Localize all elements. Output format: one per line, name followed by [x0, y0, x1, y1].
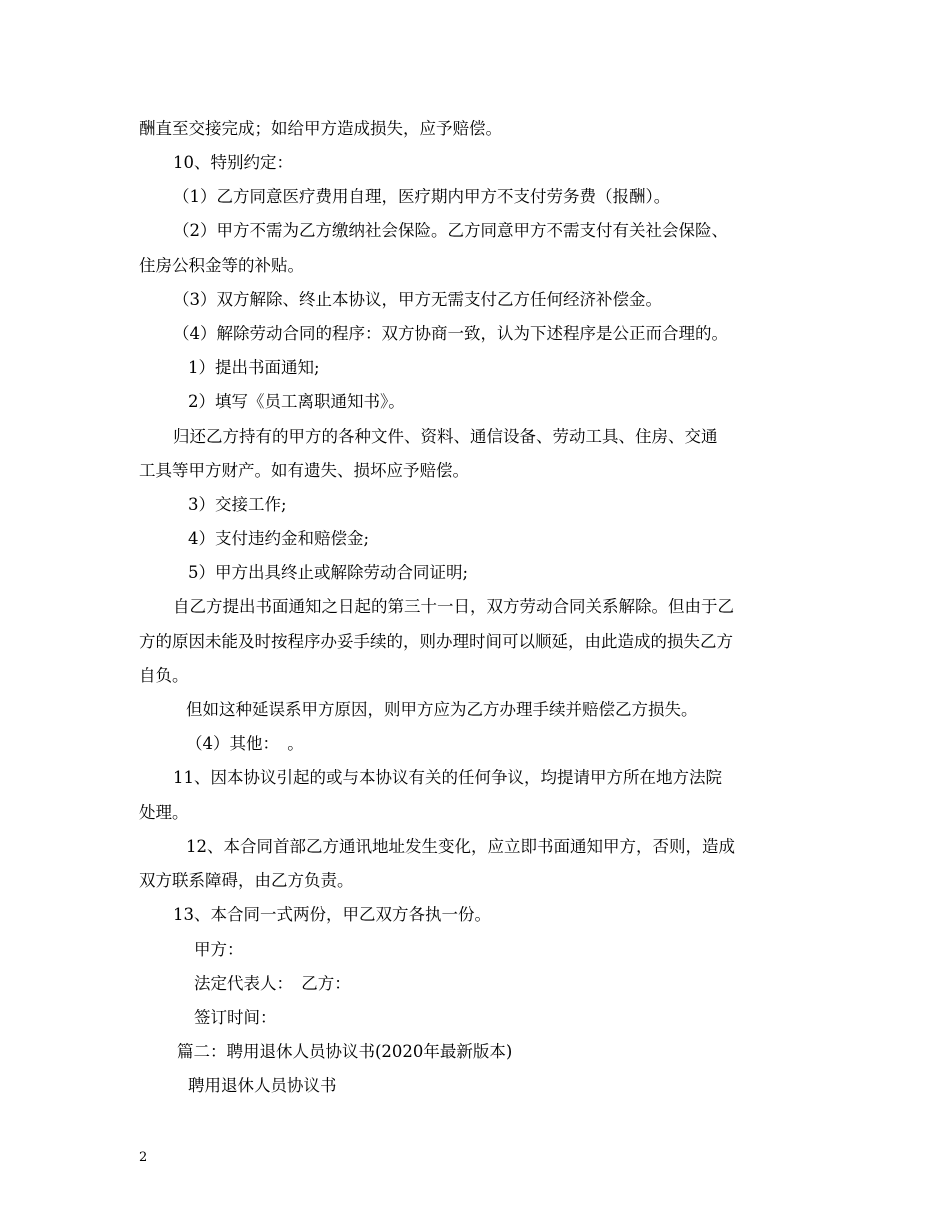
signature-representative: 法定代表人： 乙方： — [194, 974, 351, 993]
text-line: 工具等甲方财产。如有遗失、损坏应予赔偿。 — [139, 461, 469, 480]
text-line: 13、本合同一式两份，甲乙双方各执一份。 — [173, 905, 491, 924]
text-line: 4）支付违约金和赔偿金; — [188, 529, 370, 548]
text-line: 12、本合同首部乙方通讯地址发生变化，应立即书面通知甲方，否则，造成 — [186, 837, 735, 856]
page-number: 2 — [139, 1150, 148, 1165]
text-line: （1）乙方同意医疗费用自理，医疗期内甲方不支付劳务费（报酬）。 — [173, 187, 671, 206]
text-line: 1）提出书面通知; — [188, 358, 320, 377]
text-line: 11、因本协议引起的或与本协议有关的任何争议，均提请甲方所在地方法院 — [173, 768, 722, 787]
text-line: 归还乙方持有的甲方的各种文件、资料、通信设备、劳动工具、住房、交通 — [173, 427, 718, 446]
signature-date: 签订时间： — [194, 1008, 277, 1027]
text-line: 住房公积金等的补贴。 — [139, 256, 304, 275]
text-line: 但如这种延误系甲方原因，则甲方应为乙方办理手续并赔偿乙方损失。 — [186, 700, 698, 719]
chapter-heading: 篇二：聘用退休人员协议书(2020年最新版本) — [177, 1042, 513, 1061]
text-line: 处理。 — [139, 803, 189, 822]
text-line: 双方联系障碍，由乙方负责。 — [139, 871, 354, 890]
text-line: 3）交接工作; — [188, 495, 287, 514]
text-line: （2）甲方不需为乙方缴纳社会保险。乙方同意甲方不需支付有关社会保险、 — [173, 221, 728, 240]
section-heading: 10、特别约定： — [173, 153, 293, 172]
text-line: （4）其他： 。 — [186, 734, 304, 753]
text-line: 自负。 — [139, 666, 189, 685]
text-line: 方的原因未能及时按程序办妥手续的，则办理时间可以顺延，由此造成的损失乙方 — [139, 632, 733, 651]
text-line: 自乙方提出书面通知之日起的第三十一日，双方劳动合同关系解除。但由于乙 — [173, 597, 734, 616]
text-line: 2）填写《员工离职通知书》。 — [188, 392, 405, 411]
document-title: 聘用退休人员协议书 — [188, 1076, 337, 1095]
text-line: 5）甲方出具终止或解除劳动合同证明; — [188, 563, 469, 582]
text-line: （4）解除劳动合同的程序：双方协商一致，认为下述程序是公正而合理的。 — [173, 324, 728, 343]
text-line: 酬直至交接完成；如给甲方造成损失，应予赔偿。 — [139, 119, 502, 138]
text-line: （3）双方解除、终止本协议，甲方无需支付乙方任何经济补偿金。 — [173, 290, 662, 309]
signature-party-a: 甲方： — [194, 940, 244, 959]
